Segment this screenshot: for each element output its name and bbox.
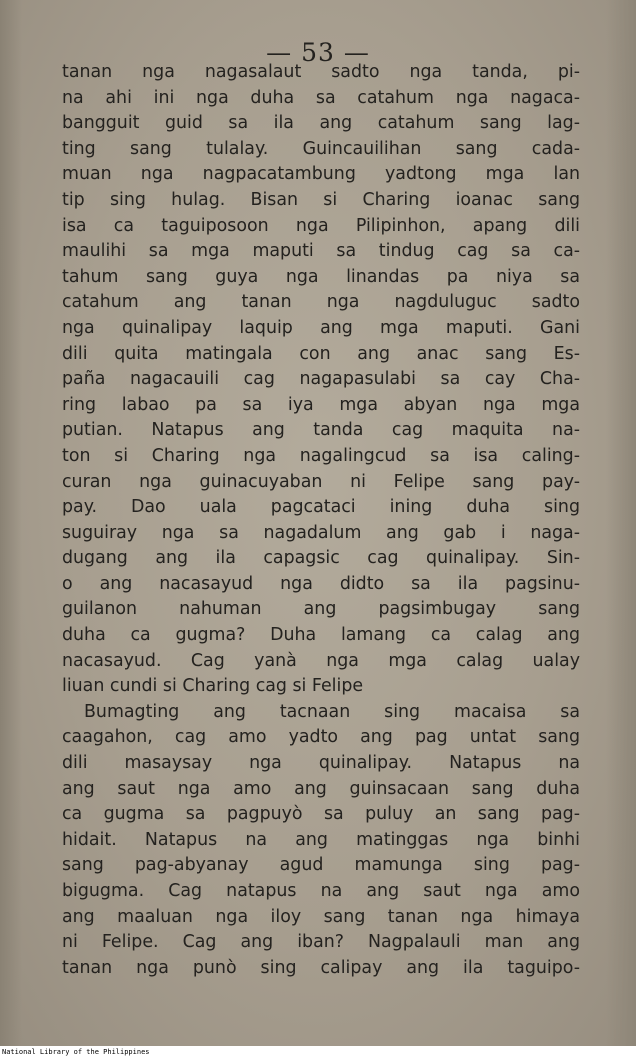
text-line: tanan nga nagasalaut sadto nga tanda, pi-	[62, 62, 580, 82]
library-credit: National Library of the Philippines	[2, 1048, 150, 1056]
text-line: ting sang tulalay. Guincauilihan sang cada-	[62, 138, 580, 159]
text-line: nacasayud. Cag yanà nga mga calag ualay	[62, 650, 580, 671]
text-line: curan nga guinacuyaban ni Felipe sang pay-	[62, 471, 580, 492]
text-line: hidait. Natapus na ang matinggas nga binhi	[62, 829, 580, 850]
page-shadow-left	[0, 0, 22, 1046]
text-line: bigugma. Cag natapus na ang saut nga amo	[62, 881, 580, 901]
text-line: ring labao pa sa iya mga abyan nga mga	[62, 394, 580, 415]
text-line: duha ca gugma? Duha lamang ca calag ang	[62, 625, 580, 646]
text-line: muan nga nagpacatambung yadtong mga lan	[62, 164, 580, 185]
text-line: ton si Charing nga nagalingcud sa isa caling-	[62, 445, 580, 466]
text-line: caagahon, cag amo yadto ang pag untat sang	[62, 727, 580, 748]
text-line: nga quinalipay laquip ang mga maputi. Gani	[62, 317, 580, 338]
text-line: tanan nga punò sing calipay ang ila taguipo-	[62, 957, 580, 978]
text-line-paragraph-end: liuan cundi si Charing cag si Felipe	[62, 676, 364, 697]
text-line: suguiray nga sa nagadalum ang gab i naga-	[62, 522, 580, 543]
text-line: maulihi sa mga maputi sa tindug cag sa ca-	[62, 241, 580, 262]
text-line: ang maaluan nga iloy sang tanan nga himaya	[62, 906, 580, 927]
text-line: tahum sang guya nga linandas pa niya sa	[62, 266, 580, 287]
page-text-body	[62, 60, 580, 981]
text-line: na ahi ini nga duha sa catahum nga nagaca-	[62, 87, 580, 108]
text-line: dili quita matingala con ang anac sang Es-	[62, 343, 580, 364]
text-line: ang saut nga amo ang guinsacaan sang duha	[62, 778, 580, 799]
text-line: dili masaysay nga quinalipay. Natapus na	[62, 753, 580, 774]
page-number: — 53 —	[266, 38, 370, 67]
text-line: ni Felipe. Cag ang iban? Nagpalauli man ang	[62, 932, 580, 953]
text-line: bangguit guid sa ila ang catahum sang lag-	[62, 113, 580, 134]
text-line: isa ca taguiposoon nga Pilipinhon, apang dili	[62, 215, 580, 236]
text-line: ca gugma sa pagpuyò sa puluy an sang pag-	[62, 804, 580, 825]
text-line: o ang nacasayud nga didto sa ila pagsinu-	[62, 573, 580, 594]
text-line: catahum ang tanan nga nagduluguc sadto	[62, 292, 580, 313]
text-line: putian. Natapus ang tanda cag maquita na-	[62, 420, 580, 441]
text-line: pay. Dao uala pagcataci ining duha sing	[62, 497, 580, 518]
page-shadow-right	[606, 0, 636, 1046]
text-line: tip sing hulag. Bisan si Charing ioanac sang	[62, 189, 580, 210]
text-line: dugang ang ila capagsic cag quinalipay. Sin-	[62, 548, 580, 569]
text-line: guilanon nahuman ang pagsimbugay sang	[62, 599, 580, 620]
text-line: paña nagacauili cag nagapasulabi sa cay Cha-	[62, 369, 580, 390]
text-line-paragraph-start: Bumagting ang tacnaan sing macaisa sa	[84, 701, 580, 722]
text-line: sang pag-abyanay agud mamunga sing pag-	[62, 855, 580, 876]
